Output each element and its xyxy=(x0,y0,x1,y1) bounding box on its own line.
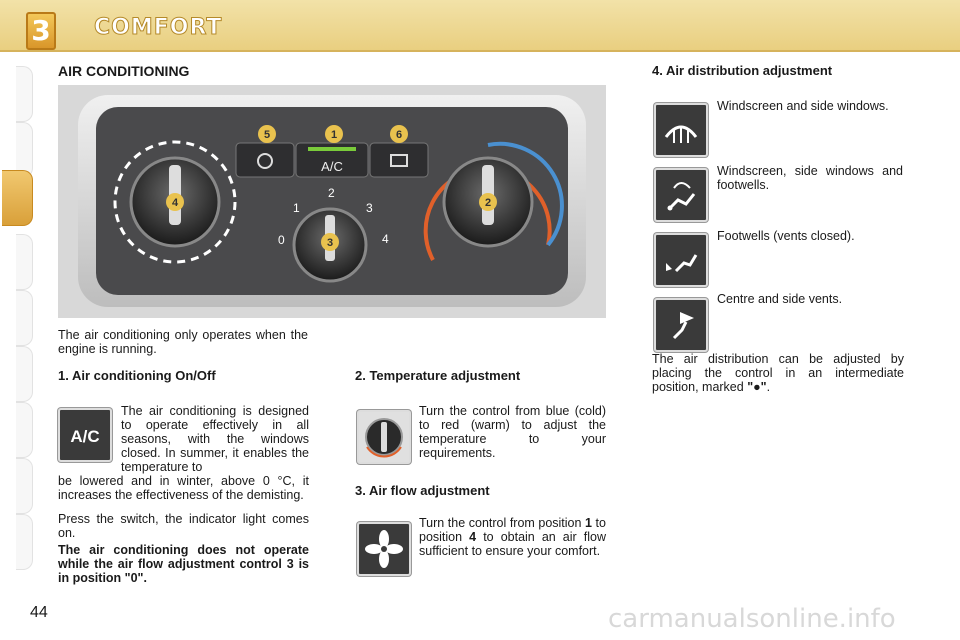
callout-5: 5 xyxy=(263,129,271,141)
chapter-tab[interactable] xyxy=(16,458,33,514)
item3-body: Turn the control from position 1 to position 4 to obtain an air flow sufficient to ensure your comfort. xyxy=(419,516,606,558)
callout-6: 6 xyxy=(395,129,403,141)
chapter-tab[interactable] xyxy=(16,66,33,122)
item1-body-top: The air conditioning is designed to operate effectively in all seasons, with the windows closed. In summer, it enables the temperature to xyxy=(121,404,309,474)
item1-heading: 1. Air conditioning On/Off xyxy=(58,368,216,383)
svg-text:A/C: A/C xyxy=(70,427,100,446)
callout-1: 1 xyxy=(330,129,338,141)
fan-icon xyxy=(357,522,411,576)
item1-press: Press the switch, the indicator light comes on. xyxy=(58,512,309,540)
windscreen-demist-icon xyxy=(654,103,708,157)
item1-body-bottom: be lowered and in winter, above 0 °C, it increases the effectiveness of the demisting. xyxy=(58,474,309,502)
chapter-title: COMFORT xyxy=(94,15,223,40)
chapter-tab[interactable] xyxy=(16,234,33,290)
dial-number: 3 xyxy=(366,201,373,215)
dist-option-text: Footwells (vents closed). xyxy=(717,229,855,243)
header-divider xyxy=(0,50,960,52)
panel-ac-label: A/C xyxy=(321,159,343,174)
callout-3: 3 xyxy=(326,237,334,249)
dial-number: 1 xyxy=(293,201,300,215)
watermark: carmanualsonline.info xyxy=(608,604,896,634)
dist-option-text: Centre and side vents. xyxy=(717,292,843,306)
dist-option-text: Windscreen and side windows. xyxy=(717,99,889,113)
chapter-tab[interactable] xyxy=(16,346,33,402)
face-vent-icon xyxy=(654,298,708,352)
dial-number: 2 xyxy=(328,186,335,200)
callout-2: 2 xyxy=(484,197,492,209)
callout-4: 4 xyxy=(171,197,179,209)
item2-body: Turn the control from blue (cold) to red (warm) to adjust the temperature to your requirements. xyxy=(419,404,606,460)
dial-number: 0 xyxy=(278,233,285,247)
chapter-tab[interactable] xyxy=(16,290,33,346)
section-heading: AIR CONDITIONING xyxy=(58,63,190,79)
chapter-tabs xyxy=(0,66,34,576)
item2-heading: 2. Temperature adjustment xyxy=(355,368,521,383)
intro-text: The air conditioning only operates when the engine is running. xyxy=(58,328,308,356)
temperature-knob-icon xyxy=(357,410,411,464)
item4-note: The air distribution can be adjusted by placing the control in an intermediate position, marked "●". xyxy=(652,352,904,394)
item1-warning: The air conditioning does not operate while the air flow adjustment control 3 is in position "0". xyxy=(58,543,309,585)
climate-panel-illustration xyxy=(58,85,606,318)
item3-heading: 3. Air flow adjustment xyxy=(355,483,490,498)
footwell-icon xyxy=(654,233,708,287)
chapter-tab[interactable] xyxy=(16,402,33,458)
page-number: 44 xyxy=(30,604,48,621)
chapter-tab[interactable] xyxy=(16,514,33,570)
item4-heading: 4. Air distribution adjustment xyxy=(652,63,833,78)
chapter-tab-active[interactable] xyxy=(2,170,33,226)
dial-number: 4 xyxy=(382,232,389,246)
windscreen-footwell-icon xyxy=(654,168,708,222)
dist-option-text: Windscreen, side windows and footwells. xyxy=(717,164,903,192)
chapter-badge: 3 xyxy=(26,12,56,50)
ac-button-icon xyxy=(58,408,112,462)
